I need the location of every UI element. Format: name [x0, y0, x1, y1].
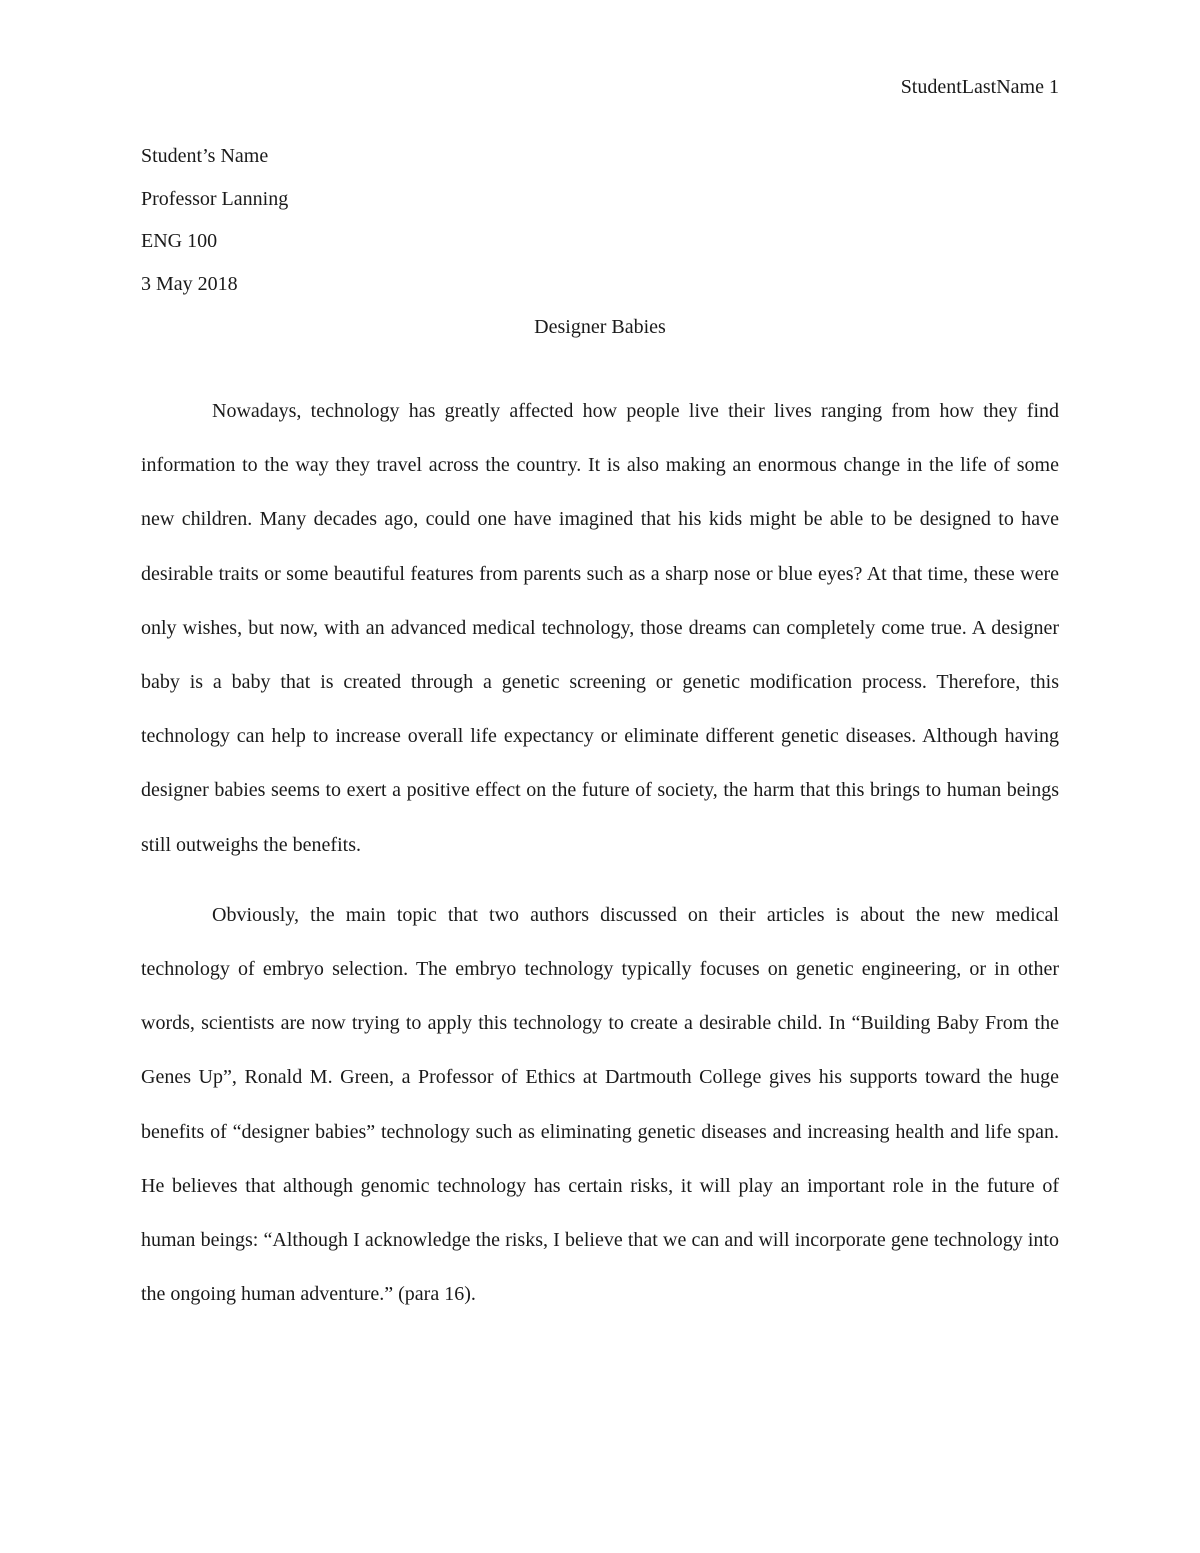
body-paragraph-2: Obviously, the main topic that two authors discussed on their articles is about the new medical technology of embryo selection. The embryo technology typically focuses on genetic engineering, or in other words, scientists are now trying to apply this technology to create a desirable child. In “Building Baby From the Genes Up”, Ronald M. Green, a Professor of Ethics at Dartmouth College gives his supports toward the huge benefits of “designer babies” technology such as eliminating genetic diseases and increasing health and life span. He believes that although genomic technology has certain risks, it will play an important role in the future of human beings: “Although I acknowledge the risks, I believe that we can and will incorporate gene technology into the ongoing human adventure.” (para 16).	[141, 903, 1059, 1306]
student-name: Student’s Name	[141, 145, 269, 167]
essay-title: Designer Babies	[534, 316, 666, 338]
course-name: ENG 100	[141, 230, 218, 252]
essay-body	[141, 384, 1059, 1321]
body-paragraph-1: Nowadays, technology has greatly affected how people live their lives ranging from how they find information to the way they travel across the country. It is also making an enormous change in the life of some new children. Many decades ago, could one have imagined that his kids might be able to be designed to have desirable traits or some beautiful features from parents such as a sharp nose or blue eyes? At that time, these were only wishes, but now, with an advanced medical technology, those dreams can completely come true. A designer baby is a baby that is created through a genetic screening or genetic modification process. Therefore, this technology can help to increase overall life expectancy or eliminate different genetic diseases. Although having designer babies seems to exert a positive effect on the future of society, the harm that this brings to human beings still outweighs the benefits.	[141, 400, 1059, 856]
professor-name: Professor Lanning	[141, 187, 289, 210]
running-head: StudentLastName 1	[900, 76, 1059, 98]
essay-date: 3 May 2018	[141, 272, 238, 295]
mla-heading	[141, 143, 1059, 313]
